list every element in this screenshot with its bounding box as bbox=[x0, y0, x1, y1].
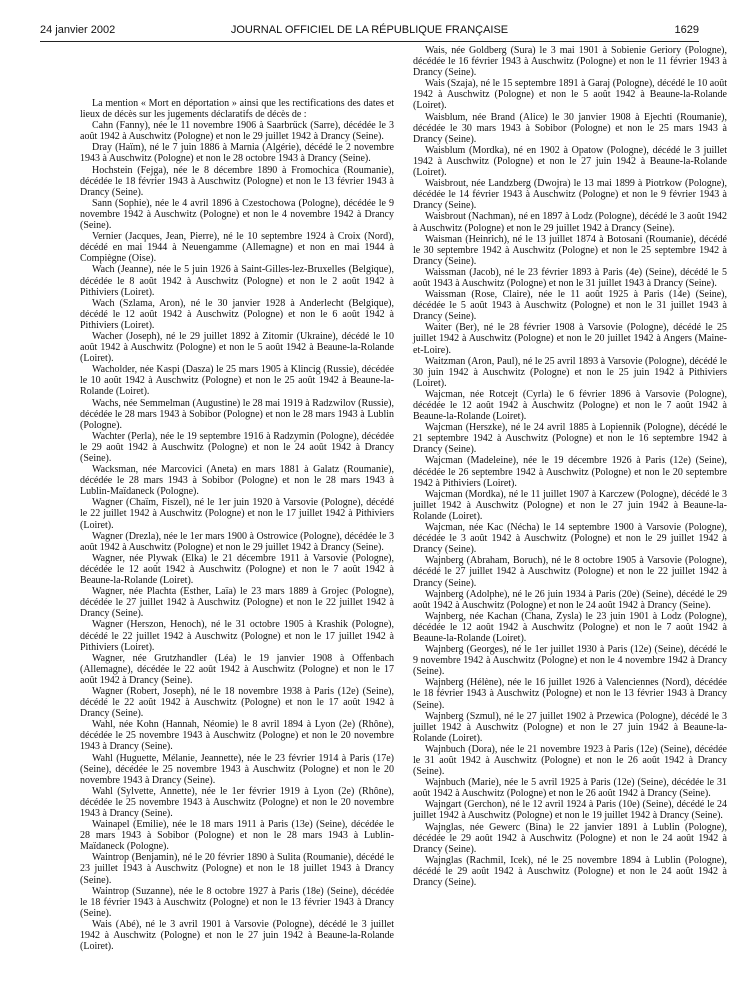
death-record-entry: Wajnglas (Rachmil, Icek), né le 25 novembre 1894 à Lublin (Pologne), décédé le 29 août 1942 à Auschwitz (Pologne) et non le 24 août 1942 à Drancy (Seine). bbox=[413, 854, 727, 889]
death-record-entry: Waisman (Heinrich), né le 13 juillet 1874 à Botosani (Roumanie), décédé le 30 septembre 1942 à Auschwitz (Pologne) et non le 25 septembre 1942 à Drancy (Seine). bbox=[413, 233, 727, 267]
header-journal-title: JOURNAL OFFICIEL DE LA RÉPUBLIQUE FRANÇAISE bbox=[230, 24, 509, 36]
header-rule bbox=[40, 41, 699, 42]
death-record-entry: Wajcman, née Kac (Nécha) le 14 septembre 1900 à Varsovie (Pologne), décédée le 3 août 1942 à Auschwitz (Pologne) et non le 29 juillet 1942 à Drancy (Seine). bbox=[413, 522, 727, 556]
death-record-entry: Wach (Jeanne), née le 5 juin 1926 à Saint-Gilles-lez-Bruxelles (Belgique), décédée le 8 août 1942 à Auschwitz (Pologne) et non le 2 août 1942 à Pithiviers (Loiret). bbox=[80, 264, 394, 298]
death-record-entry: Wagner, née Grutzhandler (Léa) le 19 janvier 1908 à Offenbach (Allemagne), décédée le 22 août 1942 à Auschwitz (Pologne) et non le 17 août 1942 à Drancy (Seine). bbox=[80, 652, 394, 686]
death-record-entry: Wacksman, née Marcovici (Aneta) en mars 1881 à Galatz (Roumanie), décédée le 28 mars 1943 à Sobibor (Pologne) et non le 28 mars 1943 à Lublin-Maïdaneck (Pologne). bbox=[80, 464, 394, 498]
death-record-entry: Waiter (Ber), né le 28 février 1908 à Varsovie (Pologne), décédé le 25 juillet 1942 à Auschwitz (Pologne) et non le 20 juillet 1942 à Angers (Maine-et-Loire). bbox=[413, 322, 727, 356]
death-record-entry: Waisbrout (Nachman), né en 1897 à Lodz (Pologne), décédé le 3 août 1942 à Auschwitz (Pologne) et non le 29 juillet 1942 à Drancy (Seine). bbox=[413, 211, 727, 234]
death-record-entry: Wagner, née Plywak (Elka) le 21 décembre 1911 à Varsovie (Pologne), décédée le 12 août 1942 à Auschwitz (Pologne) et non le 7 août 1942 à Beaune-la-Rolande (Loiret). bbox=[80, 552, 394, 587]
death-record-entry: Wagner, née Plachta (Esther, Laïa) le 23 mars 1889 à Grojec (Pologne), décédée le 27 juillet 1942 à Auschwitz (Pologne) et non le 22 juillet 1942 à Drancy (Seine). bbox=[80, 586, 394, 620]
death-record-entry: Wais, née Goldberg (Sura) le 3 mai 1901 à Sobienie Geriory (Pologne), décédée le 16 février 1943 à Auschwitz (Pologne) et non le 11 février 1943 à Drancy (Seine). bbox=[413, 45, 727, 79]
death-record-entry: Wahl, née Kohn (Hannah, Néomie) le 8 avril 1894 à Lyon (2e) (Rhône), décédée le 25 novembre 1943 à Auschwitz (Pologne) et non le 20 novembre 1943 à Drancy (Seine). bbox=[80, 719, 394, 753]
intro-paragraph: La mention « Mort en déportation » ainsi que les rectifications des dates et lieux de décès sur les jugements déclaratifs de décès de : bbox=[80, 98, 394, 121]
right-column bbox=[413, 45, 727, 888]
left-column bbox=[80, 98, 394, 952]
death-record-entry: Wajcman (Mordka), né le 11 juillet 1907 à Karczew (Pologne), décédé le 3 juillet 1942 à Auschwitz (Pologne) et non le 27 juin 1942 à Beaune-la-Rolande (Loiret). bbox=[413, 488, 727, 522]
header-date: 24 janvier 2002 bbox=[40, 24, 116, 36]
death-record-entry: Hochstein (Fejga), née le 8 décembre 1890 à Fromochica (Roumanie), décédée le 18 février 1943 à Auschwitz (Pologne) et non le 13 février 1943 à Drancy (Seine). bbox=[80, 164, 394, 198]
death-record-entry: Wajnglas, née Gewerc (Bina) le 22 janvier 1891 à Lublin (Pologne), décédée le 29 août 1942 à Auschwitz (Pologne) et non le 24 août 1942 à Drancy (Seine). bbox=[413, 821, 727, 855]
death-record-entry: Wajngart (Gerchon), né le 12 avril 1924 à Paris (10e) (Seine), décédé le 24 juillet 1942 à Auschwitz (Pologne) et non le 19 juillet 1942 à Drancy (Seine). bbox=[413, 799, 727, 822]
death-record-entry: Waisblum (Mordka), né en 1902 à Opatow (Pologne), décédé le 3 juillet 1942 à Auschwitz (Pologne) et non le 27 juin 1942 à Beaune-la-Rolande (Loiret). bbox=[413, 144, 727, 179]
death-record-entry: Wajcman (Madeleine), née le 19 décembre 1926 à Paris (12e) (Seine), décédée le 26 septembre 1942 à Auschwitz (Pologne) et non le 20 septembre 1942 à Pithiviers (Loiret). bbox=[413, 455, 727, 489]
death-record-entry: Wajnbuch (Marie), née le 5 avril 1925 à Paris (12e) (Seine), décédée le 31 août 1942 à Auschwitz (Pologne) et non le 26 août 1942 à Drancy (Seine). bbox=[413, 777, 727, 800]
death-record-entry: Wajnberg (Abraham, Boruch), né le 8 octobre 1905 à Varsovie (Pologne), décédé le 27 juillet 1942 à Auschwitz (Pologne) et non le 22 juillet 1942 à Drancy (Seine). bbox=[413, 555, 727, 589]
death-record-entry: Waintrop (Benjamin), né le 20 février 1890 à Sulita (Roumanie), décédé le 23 juillet 1943 à Auschwitz (Pologne) et non le 18 juillet 1943 à Drancy (Seine). bbox=[80, 852, 394, 886]
death-record-entry: Wacher (Joseph), né le 29 juillet 1892 à Zitomir (Ukraine), décédé le 10 août 1942 à Auschwitz (Pologne) et non le 5 août 1942 à Beaune-la-Rolande (Loiret). bbox=[80, 330, 394, 365]
death-record-entry: Wajnberg (Hélène), née le 16 juillet 1926 à Valenciennes (Nord), décédée le 18 février 1943 à Auschwitz (Pologne) et non le 13 février 1943 à Drancy (Seine). bbox=[413, 677, 727, 711]
death-record-entry: Wais (Abé), né le 3 avril 1901 à Varsovie (Pologne), décédé le 3 juillet 1942 à Auschwitz (Pologne) et non le 27 juin 1942 à Beaune-la-Rolande (Loiret). bbox=[80, 918, 394, 953]
death-record-entry: Wacholder, née Kaspi (Dasza) le 25 mars 1905 à Klincig (Russie), décédée le 10 août 1942 à Auschwitz (Pologne) et non le 25 août 1942 à Beaune-la-Rolande (Loiret). bbox=[80, 364, 394, 398]
death-record-entry: Wachter (Perla), née le 19 septembre 1916 à Radzymin (Pologne), décédée le 29 août 1942 à Auschwitz (Pologne) et non le 24 août 1942 à Drancy (Seine). bbox=[80, 430, 394, 464]
death-record-entry: Wainapel (Emilie), née le 18 mars 1911 à Paris (13e) (Seine), décédée le 28 mars 1943 à Sobibor (Pologne) et non le 28 mars 1943 à Lublin-Maïdaneck (Pologne). bbox=[80, 819, 394, 853]
death-record-entry: Wajcman (Herszke), né le 24 avril 1885 à Lopiennik (Pologne), décédé le 21 septembre 1942 à Auschwitz (Pologne) et non le 16 septembre 1942 à Drancy (Seine). bbox=[413, 422, 727, 456]
death-record-entry: Wajnberg (Adolphe), né le 26 juin 1934 à Paris (20e) (Seine), décédé le 29 août 1942 à Auschwitz (Pologne) et non le 24 août 1942 à Drancy (Seine). bbox=[413, 588, 727, 611]
death-record-entry: Waisbrout, née Landzberg (Dwojra) le 13 mai 1899 à Piotrkow (Pologne), décédée le 14 février 1943 à Auschwitz (Pologne) et non le 9 février 1943 à Drancy (Seine). bbox=[413, 178, 727, 212]
death-record-entry: Wagner (Chaïm, Fiszel), né le 1er juin 1920 à Varsovie (Pologne), décédé le 22 juillet 1942 à Auschwitz (Pologne) et non le 17 juillet 1942 à Pithiviers (Loiret). bbox=[80, 497, 394, 531]
death-record-entry: Wajnbuch (Dora), née le 21 novembre 1923 à Paris (12e) (Seine), décédée le 31 août 1942 à Auschwitz (Pologne) et non le 26 août 1942 à Drancy (Seine). bbox=[413, 743, 727, 778]
death-record-entry: Dray (Haïm), né le 7 juin 1886 à Marnia (Algérie), décédé le 2 novembre 1943 à Auschwitz (Pologne) et non le 28 octobre 1943 à Drancy (Seine). bbox=[80, 142, 394, 165]
death-record-entry: Wagner (Drezla), née le 1er mars 1900 à Ostrowice (Pologne), décédée le 3 août 1942 à Auschwitz (Pologne) et non le 29 juillet 1942 à Drancy (Seine). bbox=[80, 530, 394, 553]
death-record-entry: Sann (Sophie), née le 4 avril 1896 à Czestochowa (Pologne), décédée le 9 novembre 1942 à Auschwitz (Pologne) et non le 4 novembre 1942 à Drancy (Seine). bbox=[80, 197, 394, 232]
death-record-entry: Wais (Szaja), né le 15 septembre 1891 à Garaj (Pologne), décédé le 10 août 1942 à Auschwitz (Pologne) et non le 5 août 1942 à Beaune-la-Rolande (Loiret). bbox=[413, 78, 727, 112]
death-record-entry: Wach (Szlama, Aron), né le 30 janvier 1928 à Anderlecht (Belgique), décédé le 12 août 1942 à Auschwitz (Pologne) et non le 6 août 1942 à Pithiviers (Loiret). bbox=[80, 297, 394, 331]
death-record-entry: Wahl (Sylvette, Annette), née le 1er février 1919 à Lyon (2e) (Rhône), décédée le 25 novembre 1943 à Auschwitz (Pologne) et non le 20 novembre 1943 à Drancy (Seine). bbox=[80, 785, 394, 819]
death-record-entry: Waissman (Jacob), né le 23 février 1893 à Paris (4e) (Seine), décédé le 5 août 1943 à Auschwitz (Pologne) et non le 31 juillet 1943 à Drancy (Seine). bbox=[413, 266, 727, 289]
death-record-entry: Cahn (Fanny), née le 11 novembre 1906 à Saarbrück (Sarre), décédée le 3 août 1942 à Auschwitz (Pologne) et non le 29 juillet 1942 à Drancy (Seine). bbox=[80, 120, 394, 143]
header-page-number: 1629 bbox=[674, 24, 699, 36]
right-entries bbox=[413, 45, 727, 888]
death-record-entry: Wachs, née Semmelman (Augustine) le 28 mai 1919 à Radzwilov (Russie), décédée le 28 mars 1943 à Sobibor (Pologne) et non le 28 mars 1943 à Lublin (Pologne). bbox=[80, 397, 394, 431]
death-record-entry: Wajcman, née Rotcejt (Cyrla) le 6 février 1896 à Varsovie (Pologne), décédée le 12 août 1942 à Auschwitz (Pologne) et non le 7 août 1942 à Beaune-la-Rolande (Loiret). bbox=[413, 388, 727, 423]
death-record-entry: Vernier (Jacques, Jean, Pierre), né le 10 septembre 1924 à Croix (Nord), décédé en mai 1944 à Neuengamme (Allemagne) et non en mai 1944 à Compiègne (Oise). bbox=[80, 231, 394, 265]
death-record-entry: Wagner (Herszon, Henoch), né le 31 octobre 1905 à Krashik (Pologne), décédé le 22 juillet 1942 à Auschwitz (Pologne) et non le 17 juillet 1942 à Pithiviers (Loiret). bbox=[80, 619, 394, 653]
death-record-entry: Wahl (Huguette, Mélanie, Jeannette), née le 23 février 1914 à Paris (17e) (Seine), décédée le 25 novembre 1943 à Auschwitz (Pologne) et non le 20 novembre 1943 à Drancy (Seine). bbox=[80, 752, 394, 786]
death-record-entry: Wajnberg, née Kachan (Chana, Zysla) le 23 juin 1901 à Lodz (Pologne), décédée le 12 août 1942 à Auschwitz (Pologne) et non le 7 août 1942 à Beaune-la-Rolande (Loiret). bbox=[413, 610, 727, 644]
death-record-entry: Wajnberg (Szmul), né le 27 juillet 1902 à Przewica (Pologne), décédé le 3 juillet 1942 à Auschwitz (Pologne) et non le 27 juin 1942 à Beaune-la-Rolande (Loiret). bbox=[413, 710, 727, 744]
death-record-entry: Waintrop (Suzanne), née le 8 octobre 1927 à Paris (18e) (Seine), décédée le 18 février 1943 à Auschwitz (Pologne) et non le 13 février 1943 à Drancy (Seine). bbox=[80, 885, 394, 919]
death-record-entry: Wajnberg (Georges), né le 1er juillet 1930 à Paris (12e) (Seine), décédé le 9 novembre 1942 à Auschwitz (Pologne) et non le 4 novembre 1942 à Drancy (Seine). bbox=[413, 644, 727, 678]
death-record-entry: Waitzman (Aron, Paul), né le 25 avril 1893 à Varsovie (Pologne), décédé le 30 juin 1942 à Auschwitz (Pologne) et non le 25 juin 1942 à Pithiviers (Loiret). bbox=[413, 355, 727, 389]
death-record-entry: Waisblum, née Brand (Alice) le 30 janvier 1908 à Ejechti (Roumanie), décédée le 30 mars 1943 à Sobibor (Pologne) et non le 25 mars 1943 à Drancy (Seine). bbox=[413, 111, 727, 145]
page-header bbox=[40, 24, 699, 40]
death-record-entry: Wagner (Robert, Joseph), né le 18 novembre 1938 à Paris (12e) (Seine), décédé le 22 août 1942 à Auschwitz (Pologne) et non le 17 août 1942 à Drancy (Seine). bbox=[80, 685, 394, 720]
left-entries bbox=[80, 120, 394, 952]
death-record-entry: Waissman (Rose, Claire), née le 11 août 1925 à Paris (14e) (Seine), décédée le 5 août 1943 à Auschwitz (Pologne) et non le 31 juillet 1943 à Drancy (Seine). bbox=[413, 289, 727, 323]
